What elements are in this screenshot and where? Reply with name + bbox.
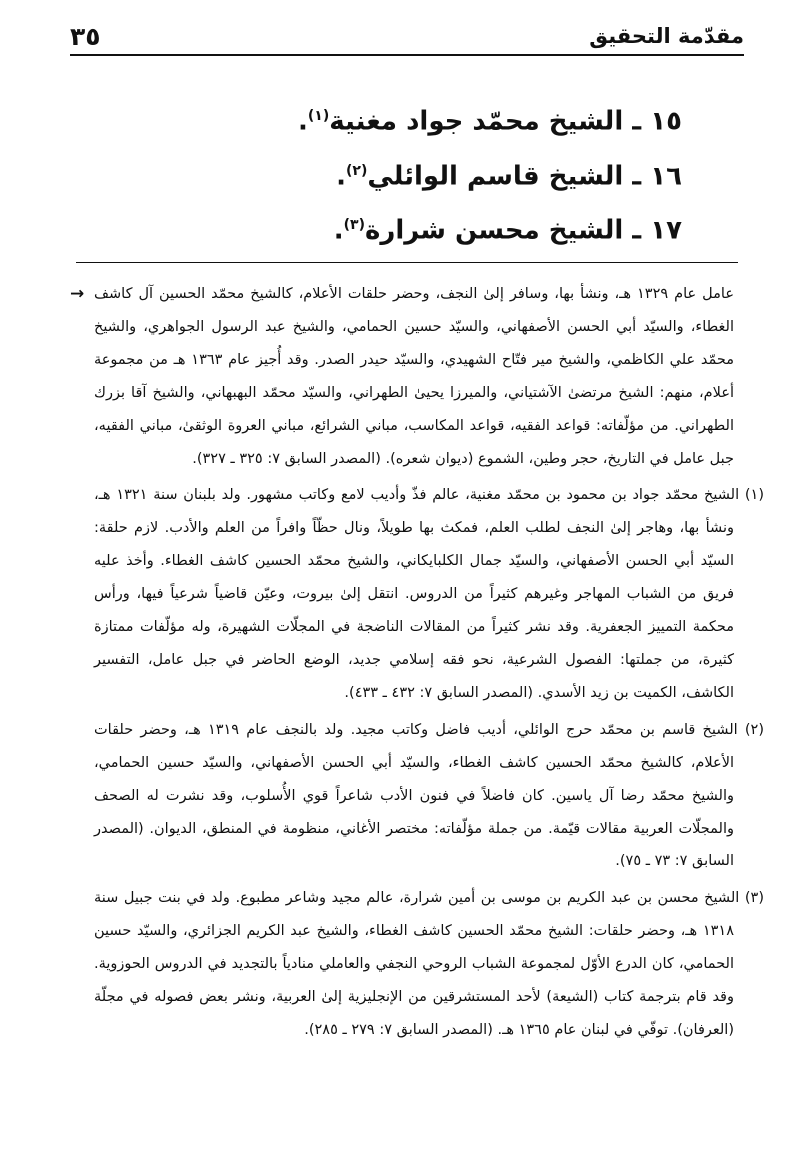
- footnote-marker: (١): [744, 487, 765, 504]
- name-item: ١٥ ـ الشيخ محمّد جواد مغنية$^{(١)}$.: [298, 106, 682, 137]
- footnote-marker: (٣): [744, 890, 765, 907]
- names-list: [82, 92, 682, 256]
- name-text: ـ الشيخ محمّد جواد مغنية: [329, 106, 642, 137]
- name-number: ١٥: [650, 106, 682, 137]
- page-header: [70, 22, 744, 56]
- continuation-arrow-icon: →: [70, 284, 85, 304]
- footnote-marker: (٢): [744, 721, 765, 738]
- footnote-ref[interactable]: (١): [307, 108, 330, 124]
- footnote-text: الشيخ محمّد جواد بن محمود بن محمّد مغنية، عالم فذّ وأديب لامع وكاتب مشهور. ولد بلبنان سنة ١٣٢١ هـ، ونشأ بها، وهاجر إلىٰ النجف لطلب العلم، فمكث بها طويلاً، ونال حظّاً وافراً من العلم والأدب. لازم حلقة: السيّد أبي الحسن الأصفهاني، والسيّد جمال الكلبايكاني، والشيخ محمّد الحسين كاشف الغطاء. وأخذ عليه فريق من الشباب المهاجر وغيرهم كثيراً من الدروس. انتقل إلىٰ بيروت، وعيّن قاضياً شرعياً فيها، ورأس محكمة التمييز الجعفرية. وقد نشر كثيراً من المقالات الناضجة في المجلّات الشهيرة، وله مؤلّفات ممتازة كثيرة، من جملتها: الفصول الشرعية، نحو فقه إسلامي جديد، الوضع الحاضر في جبل عامل، التفسير الكاشف، الكميت بن زيد الأسدي. (المصدر السابق ٧: ٤٣٢ ـ ٤٣٣).: [94, 487, 740, 701]
- footnote-text: الشيخ قاسم بن محمّد حرج الوائلي، أديب فاضل وكاتب مجيد. ولد بالنجف عام ١٣١٩ هـ، وحضر حلقات الأعلام، كالشيخ محمّد الحسين كاشف الغطاء، والسيّد أبي الحسن الأصفهاني، والسيّد حسين الحمامي، والشيخ محمّد رضا آل ياسين. كان فاضلاً في فنون الأدب شاعراً قوي الأُسلوب، وقد نشرت له الصحف والمجلّات العربية مقالات قيّمة. من جملة مؤلّفاته: مختصر الأغاني، منظومة في المنطق، الديوان. (المصدر السابق ٧: ٧٣ ـ ٧٥).: [94, 721, 738, 870]
- name-item: ١٧ ـ الشيخ محسن شرارة$^{(٣)}$.: [333, 215, 682, 246]
- footnote: [94, 714, 765, 879]
- name-number: ١٧: [650, 215, 682, 246]
- name-number: ١٦: [650, 161, 682, 192]
- footnote-divider: [76, 262, 738, 263]
- running-title: مقدّمة التحقيق: [589, 24, 744, 48]
- name-text: ـ الشيخ محسن شرارة: [365, 215, 642, 246]
- footnote-ref[interactable]: (٣): [343, 217, 365, 234]
- footnote-continuation: عامل عام ١٣٢٩ هـ، ونشأ بها، وسافر إلىٰ النجف، وحضر حلقات الأعلام، كالشيخ محمّد الحسين آل كاشف الغطاء، والسيّد أبي الحسن الأصفهاني، والسيّد حسين الحمامي، والشيخ عبد الرسول الجواهري، والشيخ محمّد علي الكاظمي، والشيخ مير فتّاح الشهيدي، والسيّد حيدر الصدر. وقد أُجيز عام ١٣٦٣ هـ من مجموعة أعلام، منهم: الشيخ مرتضىٰ الآشتياني، والميرزا يحيىٰ الطهراني، والسيّد محمّد البهبهاني، والشيخ آقا بزرك الطهراني. من مؤلّفاته: قواعد الفقيه، قواعد المكاسب، مباني الشرائع، مباني العروة الوثقىٰ، مباني الفقيه، جبل عامل في التاريخ، حجر وطين، الشموع (ديوان شعره). (المصدر السابق ٧: ٣٢٥ ـ ٣٢٧).: [94, 286, 735, 467]
- page-number: ٣٥: [70, 22, 101, 51]
- footnote-ref[interactable]: (٢): [345, 162, 368, 179]
- footnote: [94, 882, 765, 1047]
- footnote: [94, 479, 765, 709]
- name-item: ١٦ ـ الشيخ قاسم الوائلي$^{(٢)}$.: [336, 161, 682, 192]
- footnotes: [94, 278, 765, 1047]
- name-text: ـ الشيخ قاسم الوائلي: [367, 161, 642, 192]
- footnote-text: الشيخ محسن بن عبد الكريم بن موسى بن أمين شرارة، عالم مجيد وشاعر مطبوع. ولد في بنت جبيل سنة ١٣١٨ هـ، وحضر حلقات: الشيخ محمّد الحسين كاشف الغطاء، والشيخ عبد الكريم الجزائري، والسيّد حسين الحمامي، كان الدرع الأوّل لمجموعة الشباب الروحي النجفي والعاملي منادياً بالتجديد في الدروس الحوزوية. وقد قام بترجمة كتاب (الشيعة) لأحد المستشرقين من الإنجليزية إلىٰ العربية، ونشر بعض فصوله في مجلّة (العرفان). توفّي في لبنان عام ١٣٦٥ هـ. (المصدر السابق ٧: ٢٧٩ ـ ٢٨٥).: [94, 890, 740, 1038]
